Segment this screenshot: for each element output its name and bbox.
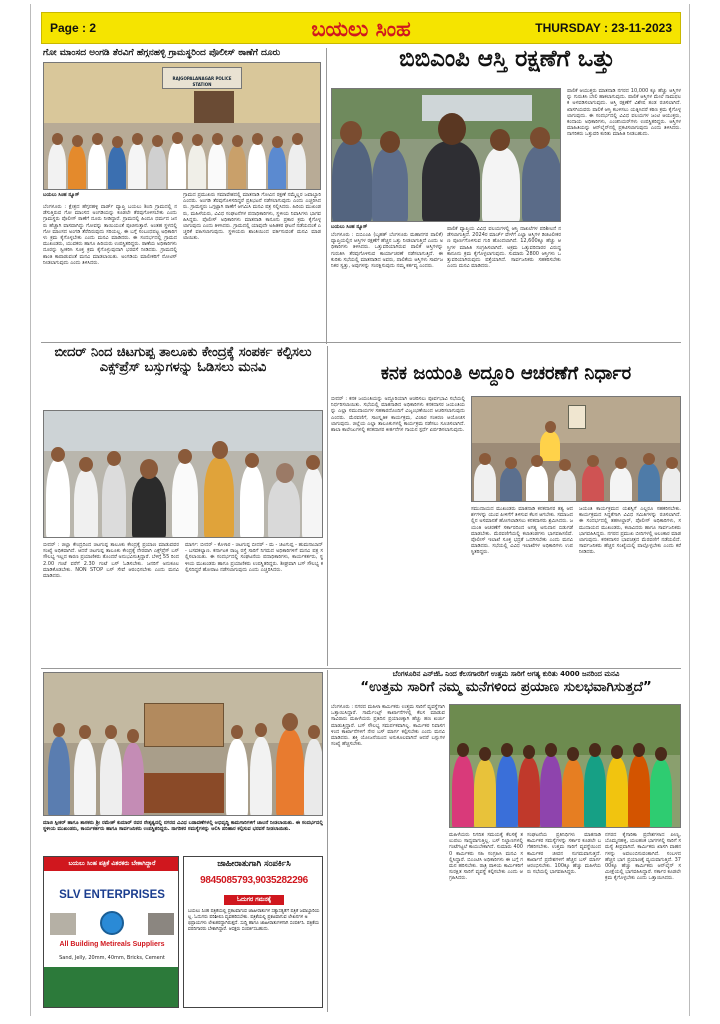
story1-photo — [43, 62, 321, 190]
story2-body-col1: ಬೆಂಗಳೂರು : ಬಿಬಿಎಂಪಿ (ಬೃಹತ್ ಬೆಂಗಳೂರು ಮಹಾನಗರ ಪಾಲಿಕೆ) ವ್ಯಾಪ್ತಿಯಲ್ಲಿನ ಆಸ್ತಿಗಳ ರಕ್ಷಣೆಗೆ ಹೆಚ್ಚಿನ ಒತ್ತು ನೀಡಲಾಗುತ್ತಿದೆ ಎಂದು ಅಧಿಕಾರಿಗಳು ತಿಳಿಸಿದರು. ಒತ್ತುವರಿಯಾಗಿರುವ ಪಾಲಿಕೆ ಆಸ್ತಿಗಳನ್ನು ಗುರುತಿಸಿ ತೆರವುಗೊಳಿಸುವ ಕಾರ್ಯಾಚರಣೆ ನಡೆಸಲಾಗುತ್ತಿದೆ. ಈ ಕುರಿತು ಸಭೆಯಲ್ಲಿ ಮಾತನಾಡಿದ ಅವರು, ಪಾಲಿಕೆಯ ಆಸ್ತಿಗಳು ಸಾರ್ವಜನಿಕರ ಸ್ವತ್ತು, ಅವುಗಳನ್ನು ಸಂರಕ್ಷಿಸುವುದು ನಮ್ಮ ಕರ್ತವ್ಯ ಎಂದರು. — [331, 232, 443, 270]
story3-body-left: ಬೀದರ್ : ಜಿಲ್ಲಾ ಕೇಂದ್ರದಿಂದ ಚಿಟಗುಪ್ಪ ತಾಲೂಕು ಕೇಂದ್ರಕ್ಕೆ ಪ್ರಯಾಣ ಮಾಡುವವರ ಸಂಖ್ಯೆ ಅಧಿಕವಾಗಿದೆ. ಆದರೆ ಚಿಟಗುಪ್ಪ ತಾಲೂಕು ಕೇಂದ್ರಕ್ಕೆ ನೇರವಾಗಿ ಎಕ್ಸ್‌ಪ್ರೆಸ್ ಬಸ್ ಸೌಲಭ್ಯ ಇಲ್ಲದ ಕಾರಣ ಪ್ರಯಾಣಿಕರು ತೊಂದರೆ ಅನುಭವಿಸುತ್ತಿದ್ದಾರೆ. ಬೆಳಿಗ್ಗೆ 55 ರಿಂದ 2.00 ಗಂಟೆ ವರೆಗೆ 2.30 ಗಂಟೆ ಬಸ್ ಓಡಿಸಬೇಕು. ಜನರಿಗೆ ಅನುಕೂಲ ಮಾಡಿಕೊಡಬೇಕು. NON STOP ಬಸ್ ಸೇವೆ ಆರಂಭಿಸಬೇಕು ಎಂದು ಮನವಿ ಮಾಡಿದರು. — [43, 542, 179, 580]
story3-headline: ಬೀದರ್ ನಿಂದ ಚಿಟಗುಪ್ಪ ತಾಲೂಕು ಕೇಂದ್ರಕ್ಕೆ ಸಂಪರ್ಕ ಕಲ್ಪಿಸಲು ಎಕ್ಸ್‌ಪ್ರೆಸ್ ಬಸ್ಸುಗಳನ್ನು ಓಡಿಸಲು ಮನವಿ — [54, 346, 312, 375]
story6-body-col4: ನಗರದ ಕೈಗಾರಿಕಾ ಪ್ರದೇಶಗಳಾದ ಪೀಣ್ಯ, ಬೊಮ್ಮನಹಳ್ಳಿ, ಯಲಹಂಕ ಭಾಗಗಳಲ್ಲಿ ಸಾರಿಗೆ ಸಮಸ್ಯೆ ತೀವ್ರವಾಗಿದೆ. ಕಾರ್ಮಿಕರು ಖಾಸಗಿ ವಾಹನಗಳನ್ನು ಅವಲಂಬಿಸುವಂತಾಗಿದೆ. ಸಂಬಳದ ಹೆಚ್ಚಿನ ಭಾಗ ಪ್ರಯಾಣಕ್ಕೆ ವ್ಯಯವಾಗುತ್ತಿದೆ. 3700ಕ್ಕೂ ಹೆಚ್ಚು ಕಾರ್ಮಿಕರು ಆನ್‌ಲೈನ್ ಸಮೀಕ್ಷೆಯಲ್ಲಿ ಭಾಗವಹಿಸಿದ್ದಾರೆ. ಸರ್ಕಾರ ಕೂಡಲೇ ಕ್ರಮ ಕೈಗೊಳ್ಳಬೇಕು ಎಂದು ಒತ್ತಾಯಿಸಿದರು. — [605, 832, 681, 882]
story4-body-col2: ಸಮುದಾಯದ ಮುಖಂಡರು ಮಾತನಾಡಿ ಕನಕದಾಸರ ತತ್ವ ಆದರ್ಶಗಳನ್ನು ಯುವ ಪೀಳಿಗೆಗೆ ತಿಳಿಸುವ ಕೆಲಸ ಆಗಬೇಕು. ಸಮಾಜದಲ್ಲಿನ ಅಸಮಾನತೆ ಹೋಗಲಾಡಿಸಲು ಕನಕದಾಸರು ಶ್ರಮಿಸಿದರು. ಜಯಂತಿ ಆಚರಣೆಗೆ ಸರ್ಕಾರದಿಂದ ಅಗತ್ಯ ಅನುದಾನ ಬಿಡುಗಡೆ ಮಾಡಬೇಕು. ಮೆರವಣಿಗೆಯಲ್ಲಿ ಕಲಾತಂಡಗಳು ಭಾಗವಹಿಸಲಿವೆ. ಪೊಲೀಸ್ ಇಲಾಖೆ ಸೂಕ್ತ ಭದ್ರತೆ ಒದಗಿಸಬೇಕು ಎಂದು ಮನವಿ ಮಾಡಿದರು. ಸಭೆಯಲ್ಲಿ ವಿವಿಧ ಇಲಾಖೆಗಳ ಅಧಿಕಾರಿಗಳು ಉಪಸ್ಥಿತರಿದ್ದರು. — [471, 506, 573, 556]
section-rule — [41, 668, 681, 669]
masthead — [41, 12, 681, 44]
story5-photo — [43, 672, 323, 816]
story4-headline: ಕನಕ ಜಯಂತಿ ಅದ್ದೂರಿ ಆಚರಣೆಗೆ ನಿರ್ಧಾರ — [380, 364, 632, 384]
page-number: Page : 2 — [50, 21, 97, 35]
ad2-notice-title: ಓದುಗರ ಗಮನಕ್ಕೆ — [224, 895, 284, 905]
story1-body-left: ಬೆಂಗಳೂರು : ಕ್ಷೇತ್ರದ ಹೆಗ್ಗನಹಳ್ಳಿ ವಾರ್ಡ್ ವ್ಯಾಪ್ತಿ ಬಯಲು ಶಿಂದಿ ಗ್ರಾಮದಲ್ಲಿ ನಡೆಸುತ್ತಿರುವ ಗೋ ಮಾಂಸದ ಅಂಗಡಿಯನ್ನು ಕೂಡಲೇ ತೆರವುಗೊಳಿಸಬೇಕು ಎಂದು ಗ್ರಾಮಸ್ಥರು ಪೊಲೀಸ್ ಠಾಣೆಗೆ ದೂರು ನೀಡಿದ್ದಾರೆ. ಗ್ರಾಮದಲ್ಲಿ ಹಿಂದೂ ಧರ್ಮದ ಜನರು ಹೆಚ್ಚಾಗಿ ವಾಸವಾಗಿದ್ದು ಗೋವನ್ನು ತಾಯಿಯಂತೆ ಪೂಜಿಸುತ್ತಾರೆ. ಅಂತಹ ಸ್ಥಳದಲ್ಲಿ ಗೋ ಮಾಂಸದ ಅಂಗಡಿ ತೆರೆದಿರುವುದು ಸರಿಯಲ್ಲ. ಈ ಬಗ್ಗೆ ಸಂಬಂಧಪಟ್ಟ ಅಧಿಕಾರಿಗಳು ಕ್ರಮ ಕೈಗೊಳ್ಳಬೇಕು ಎಂದು ಮನವಿ ಮಾಡಿದರು. ಈ ಸಂದರ್ಭದಲ್ಲಿ ಗ್ರಾಮದ ಮುಖಂಡರು, ಯುವಕರು ಹಾಗೂ ಹಿರಿಯರು ಉಪಸ್ಥಿತರಿದ್ದರು. ಠಾಣೆಯ ಅಧಿಕಾರಿಗಳು ದೂರನ್ನು ಸ್ವೀಕರಿಸಿ ಸೂಕ್ತ ಕ್ರಮ ಕೈಗೊಳ್ಳುವುದಾಗಿ ಭರವಸೆ ನೀಡಿದರು. ಗ್ರಾಮದಲ್ಲಿ ಶಾಂತಿ ಕಾಪಾಡುವಂತೆ ಮನವಿ ಮಾಡಲಾಯಿತು. ಅಂಗಡಿಯ ಮಾಲೀಕರಿಗೆ ನೋಟಿಸ್ ನೀಡಲಾಗುವುದು ಎಂದು ತಿಳಿಸಿದರು. — [43, 204, 177, 266]
column-rule — [327, 346, 328, 666]
story2-headline: ಬಿಬಿಎಂಪಿ ಆಸ್ತಿ ರಕ್ಷಣೆಗೆ ಒತ್ತು — [399, 46, 615, 72]
ad1-banner: ಬಯಲು ಸಿಂಹ ಪತ್ರಿಕೆ ವಿತರಕರು ಬೇಕಾಗಿದ್ದಾರೆ — [44, 857, 179, 871]
story6-body-col3: ಸಂಘಟನೆಯ ಪ್ರತಿನಿಧಿಗಳು ಮಾತನಾಡಿ ಕಾರ್ಮಿಕರ ಸಮಸ್ಯೆಗಳನ್ನು ಸರ್ಕಾರ ಕೂಡಲೇ ಬಗೆಹರಿಸಬೇಕು. ಉತ್ತಮ ಸಾರಿಗೆ ವ್ಯವಸ್ಥೆಯಿಂದ ಕಾರ್ಮಿಕರ ಜೀವನ ಸುಗಮವಾಗುತ್ತದೆ. ಕಾರ್ಖಾನೆ ಪ್ರದೇಶಗಳಿಗೆ ಹೆಚ್ಚಿನ ಬಸ್ ಮಾರ್ಗ ಆರಂಭಿಸಬೇಕು. 100ಕ್ಕೂ ಹೆಚ್ಚು ಮಹಿಳೆಯರು ಸಭೆಯಲ್ಲಿ ಭಾಗವಹಿಸಿದ್ದರು. — [527, 832, 601, 876]
story1-headline: ಗೋ ಮಾಂಸದ ಅಂಗಡಿ ತೆರವಿಗೆ ಹೆಗ್ಗನಹಳ್ಳಿ ಗ್ರಾಮಸ್ಥರಿಂದ ಪೊಲೀಸ್ ಠಾಣೆಗೆ ದೂರು — [43, 48, 281, 58]
sand-pile-icon — [50, 913, 76, 935]
story6-kicker: ಬೆಂಗಳೂರಿನ ಎನ್‌ಜಿಓ ನಿಂದ ಕೆಲಸಗಾರರಿಗೆ ಉತ್ತಮ ಸಾರಿಗೆ ಅಗತ್ಯ ಕುರಿತು 4000 ಜನರಿಂದ ಮನವಿ — [392, 670, 620, 678]
gravel-pile-icon — [148, 913, 174, 935]
slv-enterprises-ad — [43, 856, 179, 1008]
newspaper-page — [30, 4, 690, 1016]
story2-caption: ಬಯಲು ಸಿಂಹ ನ್ಯೂಸ್ — [331, 224, 368, 230]
story6-headline: “ಉತ್ತಮ ಸಾರಿಗೆ ನಮ್ಮ ಮನೆಗಳಿಂದ ಪ್ರಯಾಣ ಸುಲಭವಾಗಿಸುತ್ತದೆ” — [360, 680, 652, 695]
ad1-company: SLV ENTERPRISES — [59, 889, 165, 901]
column-rule — [326, 48, 327, 344]
paper-name: ಬಯಲು ಸಿಂಹ — [311, 16, 411, 41]
ad2-phone: 9845085793,9035282296 — [200, 875, 308, 886]
story4-body-col1: ಬೀದರ್ : ಕನಕ ಜಯಂತಿಯನ್ನು ಅದ್ದೂರಿಯಾಗಿ ಆಚರಿಸಲು ಪೂರ್ವಭಾವಿ ಸಭೆಯಲ್ಲಿ ನಿರ್ಧರಿಸಲಾಯಿತು. ಸಭೆಯಲ್ಲಿ ಮಾತನಾಡಿದ ಅಧಿಕಾರಿಗಳು ಕನಕದಾಸರ ಜಯಂತಿಯನ್ನು ಎಲ್ಲಾ ಸಮುದಾಯಗಳ ಸಹಕಾರದೊಂದಿಗೆ ವಿಜೃಂಭಣೆಯಿಂದ ಆಚರಿಸಲಾಗುವುದು ಎಂದರು. ಮೆರವಣಿಗೆ, ಸಾಂಸ್ಕೃತಿಕ ಕಾರ್ಯಕ್ರಮ, ವಿಚಾರ ಸಂಕಿರಣ ಆಯೋಜಿಸಲಾಗುವುದು. ಜಿಲ್ಲೆಯ ಎಲ್ಲಾ ತಾಲೂಕುಗಳಲ್ಲಿ ಕಾರ್ಯಕ್ರಮ ನಡೆಸಲು ಸೂಚಿಸಲಾಗಿದೆ. ಶಾಲಾ ಕಾಲೇಜುಗಳಲ್ಲಿ ಕನಕದಾಸರ ಕೀರ್ತನೆಗಳ ಗಾಯನ ಸ್ಪರ್ಧೆ ಏರ್ಪಡಿಸಲಾಗುವುದು. — [331, 396, 465, 434]
story3-photo — [43, 410, 323, 538]
story2-body-col3: ಪಾಲಿಕೆ ಆಯುಕ್ತರು ಮಾತನಾಡಿ ನಗರದ 10,000 ಕ್ಕೂ ಹೆಚ್ಚು ಆಸ್ತಿಗಳನ್ನು ಗುರುತಿಸಿ ಬೇಲಿ ಹಾಕಲಾಗುವುದು. ಪಾಲಿಕೆ ಆಸ್ತಿಗಳ ಮೇಲೆ ನಾಮಫಲಕ ಅಳವಡಿಸಲಾಗುವುದು. ಆಸ್ತಿ ರಕ್ಷಣೆಗೆ ವಿಶೇಷ ತಂಡ ರಚಿಸಲಾಗಿದೆ. ಖಾಸಗಿಯವರು ಪಾಲಿಕೆ ಆಸ್ತಿ ಕಬಳಿಸಲು ಯತ್ನಿಸಿದರೆ ಕಠಿಣ ಕ್ರಮ ಕೈಗೊಳ್ಳಲಾಗುವುದು. ಈ ಸಂದರ್ಭದಲ್ಲಿ ವಿವಿಧ ವಲಯಗಳ ಜಂಟಿ ಆಯುಕ್ತರು, ಕಂದಾಯ ಅಧಿಕಾರಿಗಳು, ಎಂಜಿನಿಯರ್‌ಗಳು ಉಪಸ್ಥಿತರಿದ್ದರು. ಆಸ್ತಿಗಳ ಮಾಹಿತಿಯನ್ನು ಆನ್‌ಲೈನ್‌ನಲ್ಲಿ ಪ್ರಕಟಿಸಲಾಗುವುದು ಎಂದು ತಿಳಿಸಿದರು. ನಾಗರಿಕರು ಒತ್ತುವರಿ ಕುರಿತು ಮಾಹಿತಿ ನೀಡಬಹುದು. — [567, 88, 681, 138]
story6-photo — [449, 704, 681, 828]
police-station-sign: RAJGOPALANAGAR POLICE STATION — [162, 67, 242, 89]
section-rule — [41, 342, 681, 343]
story6-body-col1: ಬೆಂಗಳೂರು : ನಗರದ ಮಹಿಳಾ ಕಾರ್ಮಿಕರು ಉತ್ತಮ ಸಾರಿಗೆ ವ್ಯವಸ್ಥೆಗಾಗಿ ಒತ್ತಾಯಿಸಿದ್ದಾರೆ. ಗಾರ್ಮೆಂಟ್ಸ್ ಕಾರ್ಖಾನೆಗಳಲ್ಲಿ ಕೆಲಸ ಮಾಡುವ ಸಾವಿರಾರು ಮಹಿಳೆಯರು ಪ್ರತಿದಿನ ಪ್ರಯಾಣಕ್ಕಾಗಿ ಹೆಚ್ಚು ಹಣ ಖರ್ಚು ಮಾಡುತ್ತಿದ್ದಾರೆ. ಬಸ್ ಸೌಲಭ್ಯ ಸಮರ್ಪಕವಾಗಿಲ್ಲ. ಕಾರ್ಮಿಕರ ನಿವಾಸಗಳಿಂದ ಕಾರ್ಖಾನೆಗಳಿಗೆ ನೇರ ಬಸ್ ಮಾರ್ಗ ಕಲ್ಪಿಸಬೇಕು ಎಂದು ಮನವಿ ಮಾಡಿದರು. ಶಕ್ತಿ ಯೋಜನೆಯಿಂದ ಅನುಕೂಲವಾಗಿದೆ ಆದರೆ ಬಸ್ಸುಗಳ ಸಂಖ್ಯೆ ಹೆಚ್ಚಿಸಬೇಕು. — [331, 704, 445, 748]
ad1-details: Sand, Jelly, 20mm, 40mm, Bricks, Cement — [59, 955, 165, 961]
globe-icon — [100, 911, 124, 935]
ad2-notice-body: ಬಯಲು ಸಿಂಹ ಪತ್ರಿಕೆಯಲ್ಲಿ ಪ್ರಕಟವಾಗುವ ಜಾಹೀರಾತುಗಳ ಸತ್ಯಾಸತ್ಯತೆಗೆ ಪತ್ರಿಕೆ ಜವಾಬ್ದಾರಿಯಲ್ಲ. ಓದುಗರು ಪರಿಶೀಲಿಸಿ ವ್ಯವಹರಿಸಬೇಕು. ಪತ್ರಿಕೆಯಲ್ಲಿ ಪ್ರಕಟವಾಗುವ ಲೇಖನಗಳ ಅಭಿಪ್ರಾಯಗಳು ಲೇಖಕರದ್ದಾಗಿರುತ್ತದೆ. ಸುದ್ದಿ ಹಾಗೂ ಜಾಹೀರಾತುಗಳಿಗಾಗಿ ಸಂಪರ್ಕಿಸಿ. ಪತ್ರಿಕೆಯ ವರದಿಗಾರರು ಬೇಕಾಗಿದ್ದಾರೆ. ಆಸಕ್ತರು ಸಂಪರ್ಕಿಸಬಹುದು. — [188, 909, 320, 932]
story2-body-col2: ಪಾಲಿಕೆ ವ್ಯಾಪ್ತಿಯ ವಿವಿಧ ವಲಯಗಳಲ್ಲಿ ಆಸ್ತಿ ದಾಖಲೆಗಳ ಪರಿಶೀಲನೆ ನಡೆಸಲಾಗುತ್ತಿದೆ. 2024ರ ಮಾರ್ಚ್ ವೇಳೆಗೆ ಎಲ್ಲಾ ಆಸ್ತಿಗಳ ಡಿಜಿಟಲೀಕರಣ ಪೂರ್ಣಗೊಳಿಸುವ ಗುರಿ ಹೊಂದಲಾಗಿದೆ. 12,600ಕ್ಕೂ ಹೆಚ್ಚು ಆಸ್ತಿಗಳ ಮಾಹಿತಿ ಸಂಗ್ರಹಿಸಲಾಗಿದೆ. ಅಕ್ರಮ ಒತ್ತುವರಿದಾರರ ವಿರುದ್ಧ ಕಾನೂನು ಕ್ರಮ ಕೈಗೊಳ್ಳಲಾಗುವುದು. ಸುಮಾರು 2800 ಆಸ್ತಿಗಳು ಒತ್ತುವರಿಯಾಗಿರುವುದು ಪತ್ತೆಯಾಗಿದೆ. ಸಾರ್ವಜನಿಕರು ಸಹಕರಿಸಬೇಕು ಎಂದು ಮನವಿ ಮಾಡಿದರು. — [447, 226, 561, 270]
story4-photo — [471, 396, 681, 502]
story5-caption: ಮಾಜಿ ಸ್ಪೀಕರ್ ಹಾಗೂ ಶಾಸಕರು ಶ್ರೀ ರಮೇಶ್ ಕುಮಾರ್ ರವರ ನೇತೃತ್ವದಲ್ಲಿ ನಗರದ ವಿವಿಧ ಬಡಾವಣೆಗಳಲ್ಲಿ ಅಭಿವೃದ್ಧಿ ಕಾಮಗಾರಿಗಳಿಗೆ ಚಾಲನೆ ನೀಡಲಾಯಿತು. ಈ ಸಂದರ್ಭದಲ್ಲಿ ಸ್ಥಳೀಯ ಮುಖಂಡರು, ಕಾರ್ಯಕರ್ತರು ಹಾಗೂ ಸಾರ್ವಜನಿಕರು ಉಪಸ್ಥಿತರಿದ್ದರು. ನಾಗರಿಕರ ಸಮಸ್ಯೆಗಳನ್ನು ಆಲಿಸಿ ಪರಿಹಾರ ಕಲ್ಪಿಸುವ ಭರವಸೆ ನೀಡಲಾಯಿತು. — [43, 820, 323, 832]
story2-photo — [331, 88, 561, 222]
story1-dateline: ಬಯಲು ಸಿಂಹ ನ್ಯೂಸ್ — [43, 192, 80, 198]
ad1-footer-band — [44, 967, 179, 1008]
column-rule — [327, 670, 328, 1012]
story1-body-right: ಗ್ರಾಮದ ಪ್ರಮುಖರು ಸಮಾವೇಶದಲ್ಲಿ ಮಾತನಾಡಿ ಗೋವಿನ ರಕ್ಷಣೆ ನಮ್ಮೆಲ್ಲರ ಜವಾಬ್ದಾರಿ ಎಂದರು. ಅಂಗಡಿ ತೆರವುಗೊಳಿಸದಿದ್ದರೆ ಪ್ರತಿಭಟನೆ ನಡೆಸಲಾಗುವುದು ಎಂದು ಎಚ್ಚರಿಸಿದರು. ಗ್ರಾಮಸ್ಥರು ಒಗ್ಗಟ್ಟಾಗಿ ಠಾಣೆಗೆ ಆಗಮಿಸಿ ಮನವಿ ಪತ್ರ ಸಲ್ಲಿಸಿದರು. ಹಿರಿಯ ಮುಖಂಡರು, ಮಹಿಳೆಯರು, ವಿವಿಧ ಸಂಘಟನೆಗಳ ಪದಾಧಿಕಾರಿಗಳು, ಸ್ಥಳೀಯ ನಿವಾಸಿಗಳು ಭಾಗವಹಿಸಿದ್ದರು. ಪೊಲೀಸ್ ಅಧಿಕಾರಿಗಳು ಮಾತನಾಡಿ ಕಾನೂನು ಪ್ರಕಾರ ಕ್ರಮ ಕೈಗೊಳ್ಳಲಾಗುವುದು ಎಂದು ತಿಳಿಸಿದರು. ಗ್ರಾಮದಲ್ಲಿ ಯಾವುದೇ ಅಹಿತಕರ ಘಟನೆ ನಡೆಯದಂತೆ ಎಚ್ಚರಿಕೆ ವಹಿಸಲಾಗುವುದು. ಸ್ಥಳೀಯರು ಶಾಂತಿಯಿಂದ ವರ್ತಿಸುವಂತೆ ಮನವಿ ಮಾಡಲಾಯಿತು. — [183, 192, 321, 242]
story4-body-col3: ಜಯಂತಿ ಕಾರ್ಯಕ್ರಮದ ಯಶಸ್ಸಿಗೆ ಎಲ್ಲರೂ ಸಹಕರಿಸಬೇಕು. ಕಾರ್ಯಕ್ರಮದ ಸಿದ್ಧತೆಗಾಗಿ ವಿವಿಧ ಸಮಿತಿಗಳನ್ನು ರಚಿಸಲಾಗಿದೆ. ಈ ಸಂದರ್ಭದಲ್ಲಿ ತಹಸೀಲ್ದಾರ್, ಪೊಲೀಸ್ ಅಧಿಕಾರಿಗಳು, ಸಮುದಾಯದ ಮುಖಂಡರು, ಕಲಾವಿದರು ಹಾಗೂ ಸಾರ್ವಜನಿಕರು ಭಾಗವಹಿಸಿದ್ದರು. ನಗರದ ಪ್ರಮುಖ ಬೀದಿಗಳಲ್ಲಿ ಅಲಂಕಾರ ಮಾಡಲಾಗುವುದು. ಕನಕದಾಸರ ಭಾವಚಿತ್ರದ ಮೆರವಣಿಗೆ ನಡೆಯಲಿದೆ. ಸಾರ್ವಜನಿಕರು ಹೆಚ್ಚಿನ ಸಂಖ್ಯೆಯಲ್ಲಿ ಪಾಲ್ಗೊಳ್ಳಬೇಕು ಎಂದು ಕರೆ ನೀಡಿದರು. — [579, 506, 681, 556]
ad1-tagline: All Building Metireals Suppliers — [59, 941, 165, 948]
story3-body-right: ಮಾರ್ಗ: ಬೀದರ್ - ಕೊಳಾರ - ಚಿಟಗುಪ್ಪ ಬೀದರ್ - ಮ - ಚಿಟಗುಪ್ಪ - ಹುಮನಾಬಾದ್ - ಬಸವಕಲ್ಯಾಣ. ಕರ್ನಾಟಕ ರಾಜ್ಯ ರಸ್ತೆ ಸಾರಿಗೆ ನಿಗಮದ ಅಧಿಕಾರಿಗಳಿಗೆ ಮನವಿ ಪತ್ರ ಸಲ್ಲಿಸಲಾಯಿತು. ಈ ಸಂದರ್ಭದಲ್ಲಿ ಸಂಘಟನೆಯ ಪದಾಧಿಕಾರಿಗಳು, ಕಾರ್ಯಕರ್ತರು, ಸ್ಥಳೀಯ ಮುಖಂಡರು ಹಾಗೂ ಪ್ರಯಾಣಿಕರು ಉಪಸ್ಥಿತರಿದ್ದರು. ಶೀಘ್ರವಾಗಿ ಬಸ್ ಸೌಲಭ್ಯ ಕಲ್ಪಿಸದಿದ್ದರೆ ಹೋರಾಟ ನಡೆಸಲಾಗುವುದು ಎಂದು ಎಚ್ಚರಿಸಿದರು. — [185, 542, 323, 573]
advertisement-contact-box — [183, 856, 323, 1008]
issue-date: THURSDAY : 23-11-2023 — [535, 21, 672, 35]
story6-body-col2: ಮಹಿಳೆಯರು ನಿಗದಿತ ಸಮಯಕ್ಕೆ ಕೆಲಸಕ್ಕೆ ತಲುಪಲು ಸಾಧ್ಯವಾಗುತ್ತಿಲ್ಲ. ಬಸ್ ನಿಲ್ದಾಣಗಳಲ್ಲಿ ಗಂಟೆಗಟ್ಟಲೆ ಕಾಯಬೇಕಾಗಿದೆ. ಸುಮಾರು 4000 ಕಾರ್ಮಿಕರು ಸಹಿ ಸಂಗ್ರಹಿಸಿ ಮನವಿ ಸಲ್ಲಿಸಿದ್ದಾರೆ. ಬಿಎಂಟಿಸಿ ಅಧಿಕಾರಿಗಳು ಈ ಬಗ್ಗೆ ಗಮನ ಹರಿಸಬೇಕು. ರಾತ್ರಿ ಪಾಳಿಯ ಕಾರ್ಮಿಕರಿಗೆ ಸುರಕ್ಷಿತ ಸಾರಿಗೆ ವ್ಯವಸ್ಥೆ ಕಲ್ಪಿಸಬೇಕು ಎಂದು ಆಗ್ರಹಿಸಿದರು. — [449, 832, 523, 882]
ad2-banner: ಜಾಹೀರಾತುಗಾಗಿ ಸಂಪರ್ಕಿಸಿ — [217, 859, 291, 869]
